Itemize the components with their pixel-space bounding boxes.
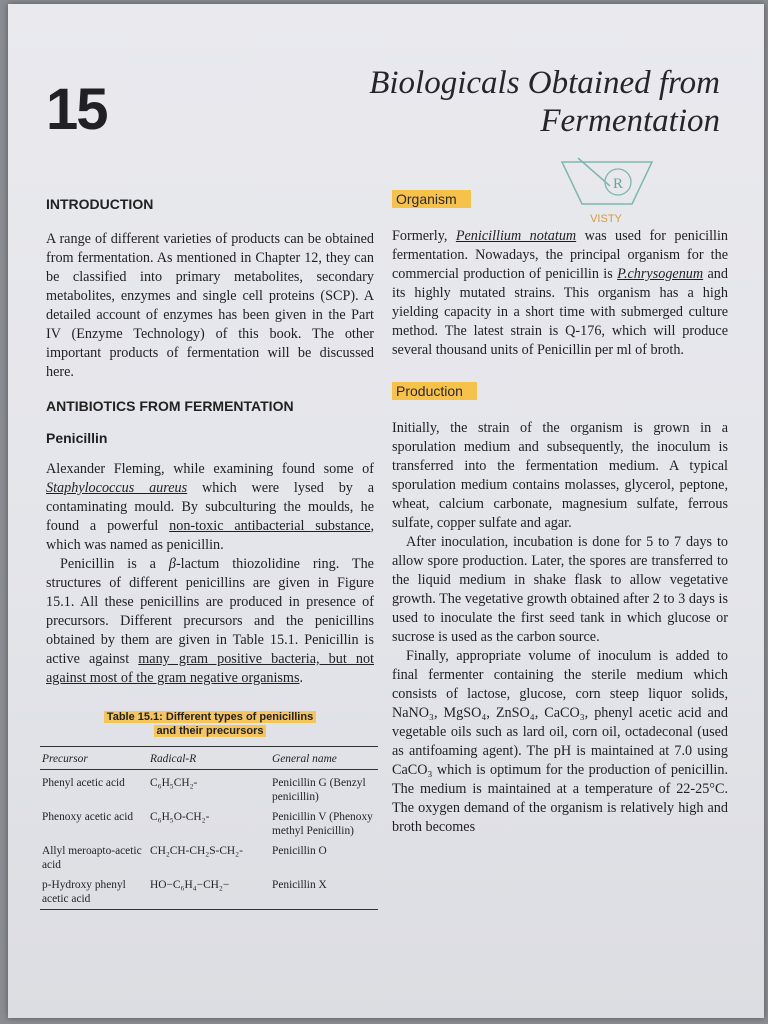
table-header-precursor: Precursor bbox=[40, 747, 148, 770]
chapter-title bbox=[369, 64, 720, 140]
table-row: Phenoxy acetic acid C₆H₅O-CH₂- Penicillin V (Phenoxy methyl Penicillin) bbox=[42, 811, 373, 837]
table-header-radical: Radical-R bbox=[148, 747, 270, 770]
chapter-title-line1: Biologicals Obtained from bbox=[369, 65, 720, 101]
textbook-page bbox=[8, 4, 764, 1018]
table-caption: Table 15.1: Different types of penicillins and their precursors bbox=[46, 710, 374, 738]
production-paragraph-1: Initially, the strain of the organism is grown in a sporulation medium and subsequently, the inoculum is transferred into the fermentation medium. A typical sporulation medium contains molasses, glycerol, peptone, wheat, calcium carbonate, magnesium sulfate, ferrous sulfate, copper sulfate and agar. bbox=[392, 420, 728, 531]
production-heading: Production bbox=[392, 382, 477, 400]
chapter-number: 15 bbox=[46, 77, 107, 142]
organism-paragraph: Formerly, Penicillium notatum was used for penicillin fermentation. Nowadays, the principal organism for the commercial production of penicillin is P.chrysogenum and its highly mutated strains. This organism has a high yielding capacity in a short time with submerged culture method. The latest strain is Q-176, which will produce several thousand units of Penicillin per ml of broth. bbox=[392, 228, 728, 358]
left-column bbox=[42, 196, 375, 910]
penicillin-paragraph-2: Penicillin is a β-lactum thiozolidine ring. The structures of different penicillins are given in Figure 15.1. All these penicillins are produced in presence of precursors. Different precursors and the penicillins obtained by them are given in Table 15.1. Penicillin is active against many gram positive bacteria, but not against most of the gram negative organisms. bbox=[46, 556, 374, 686]
production-paragraph-2: After inoculation, incubation is done for 5 to 7 days to allow spore production. Later, the spores are transferred to the liquid medium in shake flask to allow vegetative growth. The vegetative growth obtained after 2 to 3 days is used to inoculate the first seed tank in which glucose or sucrose is used as the carbon source. bbox=[392, 534, 728, 645]
antibiotics-heading: ANTIBIOTICS FROM FERMENTATION bbox=[46, 398, 294, 414]
introduction-heading: INTRODUCTION bbox=[46, 196, 154, 212]
right-column bbox=[392, 190, 728, 837]
production-paragraph-3: Finally, appropriate volume of inoculum is added to final fermenter containing the sterile medium which consists of lactose, glucose, corn steep liquor solids, NaNO₃, MgSO₄, ZnSO₄, CaCO₃, phenyl acetic acid and vegetable oils such as lard oil, corn oil, octadeconal (used as antifoaming agent). The pH is maintained at 7.0 using CaCO₃ which is optimum for the production of penicillin. The medium is maintained at a temperature of 22-25°C. The oxygen demand of the organism is relatively high and broth becomes bbox=[392, 648, 728, 835]
species-chrysogenum: P.chrysogenum bbox=[617, 266, 704, 282]
table-row: Phenyl acetic acid C₆H₅CH₂- Penicillin G (Benzyl penicillin) bbox=[42, 777, 366, 803]
penicillin-subheading: Penicillin bbox=[46, 430, 108, 446]
table-row: Allyl meroapto-acetic acid CH₂CH-CH₂S-CH₂- Penicillin O bbox=[42, 845, 327, 871]
species-notatum: Penicillium notatum bbox=[455, 228, 577, 244]
chapter-title-line2: Fermentation bbox=[540, 103, 720, 139]
penicillin-table bbox=[40, 746, 378, 910]
introduction-paragraph: A range of different varieties of products can be obtained from fermentation. As mentioned in Chapter 12, they can be classified into primary metabolites, secondary metabolites, enzymes and single cell proteins (SCP). A detailed account of enzymes has been given in the Part IV (Enzyme Technology) of this book. The other important products of fermentation will be discussed here. bbox=[46, 231, 374, 380]
table-header-name: General name bbox=[270, 747, 378, 770]
penicillin-paragraph-1: Alexander Fleming, while examining found some of Staphylococcus aureus which were lysed by a contaminating mould. By subculturing the moulds, he found a powerful non-toxic antibacterial substance, which was named as penicillin. bbox=[46, 461, 375, 553]
logo-brand-text: VISTY bbox=[590, 213, 622, 225]
table-row: p-Hydroxy phenyl acetic acid HO−C₆H₄−CH₂− Penicillin X bbox=[40, 872, 378, 910]
organism-heading: Organism bbox=[392, 190, 471, 208]
logo-rx-text: R bbox=[612, 176, 624, 192]
species-staphylococcus: Staphylococcus aureus bbox=[46, 480, 188, 496]
